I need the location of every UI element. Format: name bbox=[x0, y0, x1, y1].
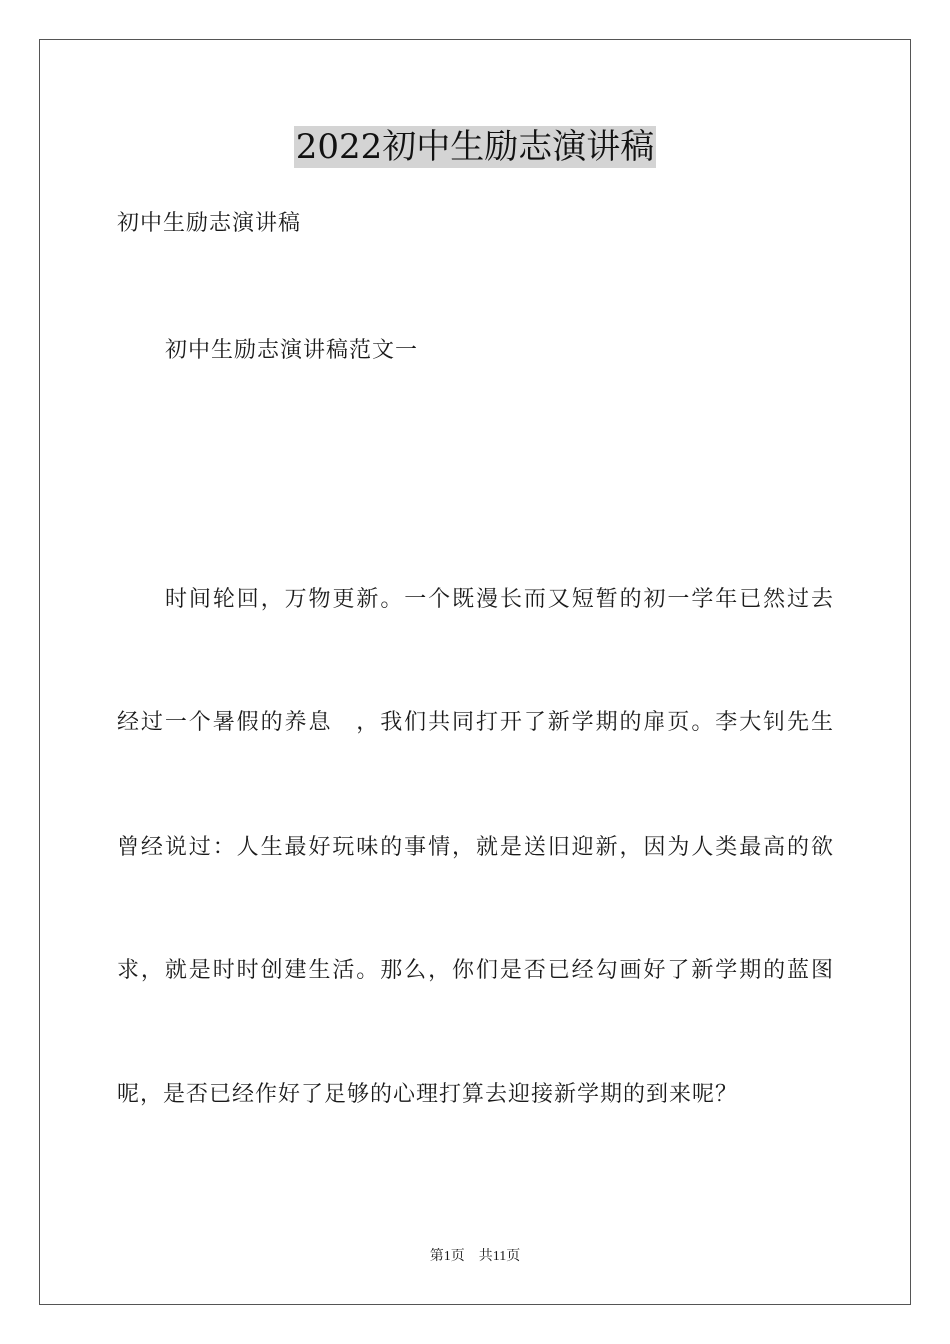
title-container bbox=[0, 126, 950, 168]
page-number: 第1页 bbox=[429, 1249, 465, 1264]
paragraph-line-5: 呢，是否已经作好了足够的心理打算去迎接新学期的到来呢？ bbox=[117, 1082, 739, 1107]
document-subtitle: 初中生励志演讲稿 bbox=[117, 211, 302, 236]
page-total: 共11页 bbox=[478, 1249, 521, 1264]
paragraph-line-4: 求，就是时时创建生活。那么，你们是否已经勾画好了新学期的蓝图 bbox=[117, 958, 833, 983]
page-footer bbox=[0, 1248, 950, 1266]
document-title: 2022初中生励志演讲稿 bbox=[295, 127, 655, 167]
paragraph-line-3: 曾经说过：人生最好玩味的事情，就是送旧迎新，因为人类最高的欲 bbox=[117, 835, 833, 860]
section-heading: 初中生励志演讲稿范文一 bbox=[165, 338, 419, 363]
paragraph-line-1: 时间轮回，万物更新。一个既漫长而又短暂的初一学年已然过去 bbox=[165, 587, 833, 612]
paragraph-line-2: 经过一个暑假的养息 ，我们共同打开了新学期的扉页。李大钊先生 bbox=[117, 710, 833, 735]
